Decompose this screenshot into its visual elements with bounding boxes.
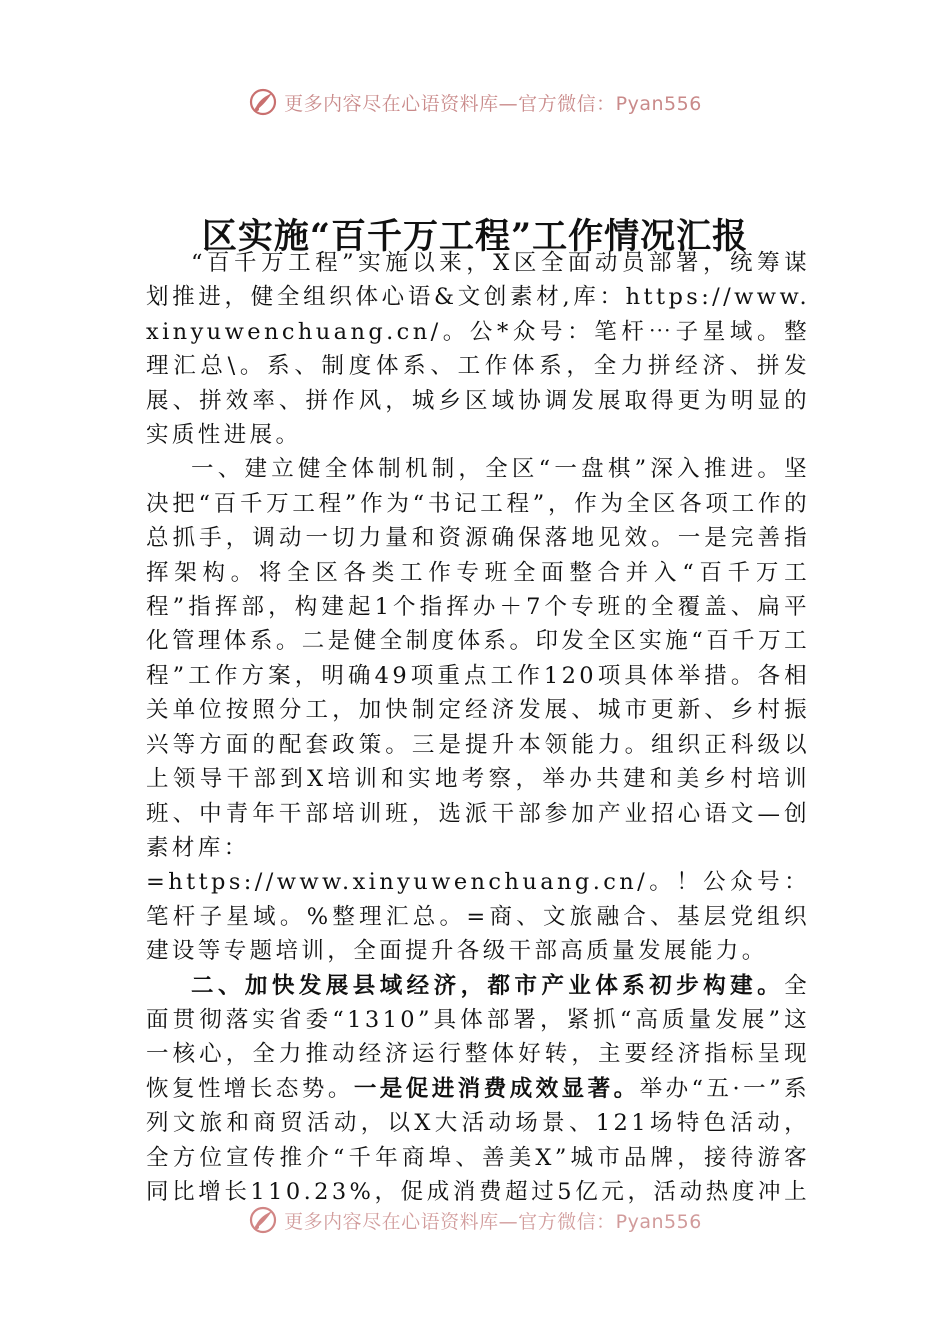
paragraph-section-2 [146,969,810,1208]
section-2-heading: 二、加快发展县域经济，都市产业体系初步构建。 [191,972,785,999]
section-2-subheading: 一是促进消费成效显著。 [353,1075,640,1102]
section-2-text-continued: 举办“五·一”系列文旅和商贸活动，以X大活动场景、121场特色活动，全方位宣传推介“千年商埠、善美X”城市品牌，接待游客同比增长110.23%，促成消费超过5亿元，活动热度冲上 [146,1075,810,1205]
paragraph-intro: “百千万工程”实施以来，X区全面动员部署，统筹谋划推进，健全组织体心语&文创素材,库：https://www.xinyuwenchuang.cn/。公*众号：笔杆⋯子星域。整理汇总\。系、制度体系、工作体系，全力拼经济、拼发展、拼效率、拼作风，城乡区域协调发展取得更为明显的实质性进展。 [146,250,810,449]
document-title: 区实施“百千万工程”工作情况汇报 [201,216,749,258]
watermark-footer [0,1200,950,1240]
document-body [146,246,810,1208]
paragraph-section-1-continued: =https://www.xinyuwenchuang.cn/。！公众号：笔杆子星域。%整理汇总。=商、文旅融合、基层党组织建设等专题培训，全面提升各级干部高质量发展能力。 [146,869,810,965]
watermark-header [0,80,950,124]
watermark-text: 更多内容尽在心语资料库—官方微信：Pyan556 [284,1210,702,1233]
watermark-text: 更多内容尽在心语资料库—官方微信：Pyan556 [284,92,702,115]
brush-logo-icon [248,87,278,117]
brush-logo-icon [248,1205,278,1235]
paragraph-section-1: 一、建立健全体制机制，全区“一盘棋”深入推进。坚决把“百千万工程”作为“书记工程”，作为全区各项工作的总抓手，调动一切力量和资源确保落地见效。一是完善指挥架构。将全区各类工作专班全面整合并入“百千万工程”指挥部，构建起1个指挥办＋7个专班的全覆盖、扁平化管理体系。二是健全制度体系。印发全区实施“百千万工程”工作方案，明确49项重点工作120项具体举措。各相关单位按照分工，加快制定经济发展、城市更新、乡村振兴等方面的配套政策。三是提升本领能力。组织正科级以上领导干部到X培训和实地考察，举办共建和美乡村培训班、中青年干部培训班，选派干部参加产业招心语文—创素材库： [146,456,810,861]
section-2-text: 全面贯彻落实省委“1310”具体部署，紧抓“高质量发展”这一核心，全力推动经济运行整体好转，主要经济指标呈现恢复性增长态势。 [146,972,810,1102]
